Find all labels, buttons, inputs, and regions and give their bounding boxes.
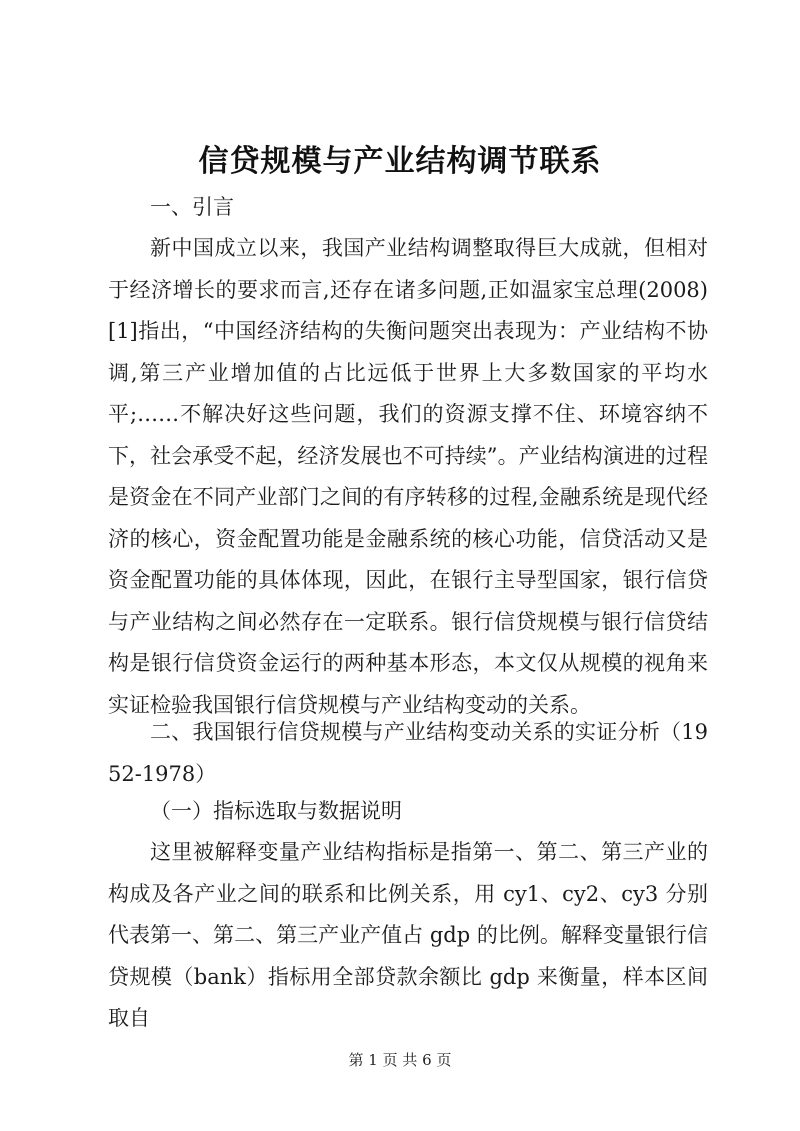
section-heading-introduction: 一、引言 bbox=[150, 195, 234, 219]
paragraph-indicators: 这里被解释变量产业结构指标是指第一、第二、第三产业的构成及各产业之间的联系和比例关系，用 cy1、cy2、cy3 分别代表第一、第二、第三产业产值占 gdp 的比例。解释变量银行信贷规模（bank）指标用全部贷款余额比 gdp 来衡量，样本区间取自 bbox=[108, 840, 708, 1030]
section-heading-empirical-analysis: 二、我国银行信贷规模与产业结构变动关系的实证分析（1952-1978） bbox=[108, 720, 708, 786]
subsection-heading-indicators: （一）指标选取与数据说明 bbox=[150, 799, 402, 823]
page-number-footer: 第 1 页 共 6 页 bbox=[348, 1051, 452, 1069]
document-title: 信贷规模与产业结构调节联系 bbox=[198, 144, 602, 179]
paragraph-introduction: 新中国成立以来，我国产业结构调整取得巨大成就，但相对于经济增长的要求而言,还存在诸多问题,正如温家宝总理(2008)[1]指出，“中国经济结构的失衡问题突出表现为：产业结构不协调,第三产业增加值的占比远低于世界上大多数国家的平均水平;……不解决好这些问题，我们的资源支撑不住、环境容纳不下，社会承受不起，经济发展也不可持续”。产业结构演进的过程是资金在不同产业部门之间的有序转移的过程,金融系统是现代经济的核心，资金配置功能是金融系统的核心功能，信贷活动又是资金配置功能的具体体现，因此，在银行主导型国家，银行信贷与产业结构之间必然存在一定联系。银行信贷规模与银行信贷结构是银行信贷资金运行的两种基本形态，本文仅从规模的视角来实证检验我国银行信贷规模与产业结构变动的关系。 bbox=[108, 236, 708, 717]
